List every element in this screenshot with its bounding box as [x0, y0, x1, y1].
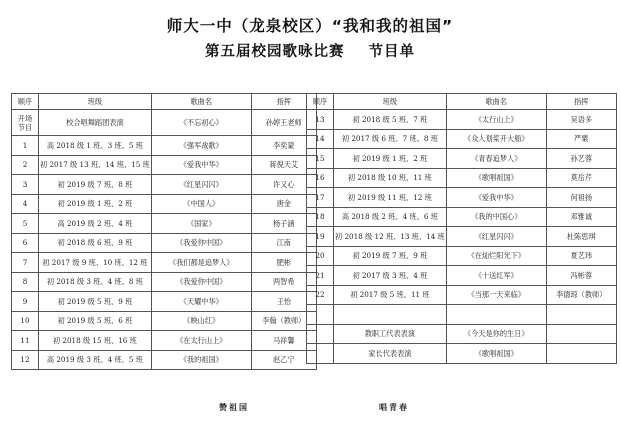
cell-order: 22: [307, 285, 334, 305]
cell-class: 初 2019 级 1 班、2 班: [39, 194, 152, 214]
table-row: [307, 266, 617, 286]
cell-conductor: 江南: [251, 233, 316, 253]
header-conductor: 指挥: [251, 94, 316, 110]
cell-order: 18: [307, 207, 334, 227]
table-row: [307, 207, 617, 227]
cell-conductor: 赵乙宁: [251, 350, 316, 370]
cell-conductor: [546, 305, 616, 325]
cell-song: 《天耀中华》: [151, 292, 251, 312]
cell-song: 《我们都是追梦人》: [151, 253, 251, 273]
cell-conductor: 唐金: [251, 194, 316, 214]
cell-class: 初 2019 级 1 班、2 班: [334, 149, 447, 169]
cell-class: 教职工代表表演: [334, 324, 447, 344]
page-subtitle: [70, 40, 550, 61]
cell-song: 《国家》: [151, 214, 251, 234]
cell-class: 校合唱舞蹈团表演: [39, 110, 152, 136]
cell-order: 16: [307, 168, 334, 188]
cell-order: 6: [12, 233, 39, 253]
cell-song: 《太行山上》: [446, 110, 546, 130]
cell-order: 4: [12, 194, 39, 214]
table-row: [12, 350, 317, 370]
table-row: [12, 272, 317, 292]
cell-conductor: 孙婷王老师: [251, 110, 316, 136]
cell-conductor: 蒋倪天艾: [251, 155, 316, 175]
table-row: [307, 227, 617, 247]
table-row: [12, 175, 317, 195]
cell-conductor: 严粟: [546, 129, 616, 149]
subtitle-main: 第五届校园歌咏比赛: [205, 44, 345, 60]
cell-order: 3: [12, 175, 39, 195]
table-row: [12, 311, 317, 331]
cell-class: 初 2019 级 5 班、9 班: [39, 292, 152, 312]
cell-song: 《歌唱祖国》: [446, 344, 546, 364]
cell-song: 《红星闪闪》: [151, 175, 251, 195]
cell-order: 11: [12, 331, 39, 351]
cell-conductor: 王怡: [251, 292, 316, 312]
cell-order: [307, 324, 334, 344]
header-song: 歌曲名: [151, 94, 251, 110]
cell-order: 21: [307, 266, 334, 286]
header-order: 顺序: [307, 94, 334, 110]
subtitle-tail: 节目单: [368, 44, 415, 60]
cell-song: 《红星闪闪》: [446, 227, 546, 247]
cell-conductor: 肥彬: [251, 253, 316, 273]
cell-order: 7: [12, 253, 39, 273]
cell-conductor: 何祖扬: [546, 188, 616, 208]
table-row: [307, 246, 617, 266]
cell-conductor: [546, 324, 616, 344]
cell-class: 初 2019 级 11 班、12 班: [334, 188, 447, 208]
cell-class: 初 2018 级 12 班、13 班、14 班: [334, 227, 447, 247]
cell-class: 初 2019 级 7 班、8 班: [39, 175, 152, 195]
cell-song: 《当那一天来临》: [446, 285, 546, 305]
table-row: [307, 110, 617, 130]
cell-conductor: 两智希: [251, 272, 316, 292]
page-title: 师大一中（龙泉校区）“我和我的祖国”: [166, 17, 454, 35]
cell-song: 《爱我中华》: [446, 188, 546, 208]
cell-order: 12: [12, 350, 39, 370]
table-row: [12, 233, 317, 253]
cell-order: [307, 305, 334, 325]
cell-class: 初 2017 级 5 班、11 班: [334, 285, 447, 305]
cell-class: 高 2019 级 2 班、4 班: [39, 214, 152, 234]
footer-slogan-left: 赞祖国: [219, 403, 249, 412]
cell-class: 初 2018 级 10 班、11 班: [334, 168, 447, 188]
cell-song: 《今天是你的生日》: [446, 324, 546, 344]
table-row: [12, 331, 317, 351]
header-order: 顺序: [12, 94, 39, 110]
program-table-left: [11, 93, 317, 370]
cell-order: 1: [12, 136, 39, 156]
cell-song: 《在太行山上》: [151, 331, 251, 351]
cell-order: 15: [307, 149, 334, 169]
cell-song: 《中国人》: [151, 194, 251, 214]
cell-conductor: 夏艺玮: [546, 246, 616, 266]
cell-class: 初 2017 级 3 班、4 班: [334, 266, 447, 286]
cell-order: 5: [12, 214, 39, 234]
cell-order: 20: [307, 246, 334, 266]
cell-class: 高 2018 级 2 班、4 班、6 班: [334, 207, 447, 227]
cell-song: 《我的中国心》: [446, 207, 546, 227]
table-row: [307, 324, 617, 344]
cell-song: 《青春追梦人》: [446, 149, 546, 169]
table-row: [12, 155, 317, 175]
cell-order: 14: [307, 129, 334, 149]
cell-conductor: 李翰（教师）: [251, 311, 316, 331]
cell-order: 17: [307, 188, 334, 208]
cell-class: 初 2019 级 5 班、6 班: [39, 311, 152, 331]
cell-class: 初 2017 级 9 班、10 班、12 班: [39, 253, 152, 273]
cell-song: 《我爱你中国》: [151, 233, 251, 253]
cell-conductor: 李德琼（教师）: [546, 285, 616, 305]
cell-conductor: 孙艺蓉: [546, 149, 616, 169]
cell-conductor: 李奕蒙: [251, 136, 316, 156]
header-class: 班级: [334, 94, 447, 110]
table-row: [12, 292, 317, 312]
cell-order: 开场 节目: [12, 110, 39, 136]
cell-conductor: 许又心: [251, 175, 316, 195]
cell-class: 初 2018 级 6 班、9 班: [39, 233, 152, 253]
cell-order: 10: [12, 311, 39, 331]
cell-conductor: 莫岳芹: [546, 168, 616, 188]
cell-conductor: 吴语多: [546, 110, 616, 130]
table-header-row: [307, 94, 617, 110]
cell-conductor: 马祥馨: [251, 331, 316, 351]
table-row: [307, 168, 617, 188]
cell-song: 《映山红》: [151, 311, 251, 331]
table-row: [12, 253, 317, 273]
header-class: 班级: [39, 94, 152, 110]
cell-song: 《十送红军》: [446, 266, 546, 286]
cell-song: 《不忘初心》: [151, 110, 251, 136]
cell-order: [307, 344, 334, 364]
header-song: 歌曲名: [446, 94, 546, 110]
cell-order: 19: [307, 227, 334, 247]
cell-song: 《我爱你中国》: [151, 272, 251, 292]
cell-song: 《爱我中华》: [151, 155, 251, 175]
table-row: [307, 344, 617, 364]
cell-class: 初 2018 级 3 班、4 班、8 班: [39, 272, 152, 292]
cell-order: 8: [12, 272, 39, 292]
cell-conductor: [546, 344, 616, 364]
table-row: [12, 136, 317, 156]
cell-conductor: 杨子涵: [251, 214, 316, 234]
program-table-right: [306, 93, 617, 364]
cell-class: 高 2018 级 1 班、3 班、5 班: [39, 136, 152, 156]
cell-class: 初 2019 级 7 班、9 班: [334, 246, 447, 266]
cell-class: 初 2018 级 5 班、7 班: [334, 110, 447, 130]
cell-song: 《我的祖国》: [151, 350, 251, 370]
footer-slogan-right: 唱青春: [379, 403, 409, 412]
cell-class: 高 2019 级 3 班、4 班、5 班: [39, 350, 152, 370]
cell-song: [446, 305, 546, 325]
cell-class: 初 2017 级 13 班、14 班、15 班: [39, 155, 152, 175]
cell-song: 《强军战歌》: [151, 136, 251, 156]
table-row: [12, 110, 317, 136]
cell-class: 初 2017 级 6 班、7 班、8 班: [334, 129, 447, 149]
table-row: [12, 214, 317, 234]
cell-conductor: 冯彬蓉: [546, 266, 616, 286]
cell-class: [334, 305, 447, 325]
cell-song: 《歌唱祖国》: [446, 168, 546, 188]
table-row: [307, 129, 617, 149]
cell-conductor: 杜陈思琪: [546, 227, 616, 247]
cell-class: 家长代表表演: [334, 344, 447, 364]
cell-order: 13: [307, 110, 334, 130]
cell-order: 2: [12, 155, 39, 175]
cell-order: 9: [12, 292, 39, 312]
table-header-row: [12, 94, 317, 110]
cell-class: 初 2018 级 15 班、16 班: [39, 331, 152, 351]
table-row: [307, 188, 617, 208]
cell-conductor: 邓雅诚: [546, 207, 616, 227]
header-conductor: 指挥: [546, 94, 616, 110]
table-row: [307, 149, 617, 169]
cell-song: 《在灿烂阳光下》: [446, 246, 546, 266]
cell-song: 《众人划桨开大船》: [446, 129, 546, 149]
table-row: [12, 194, 317, 214]
table-row: [307, 305, 617, 325]
table-row: [307, 285, 617, 305]
